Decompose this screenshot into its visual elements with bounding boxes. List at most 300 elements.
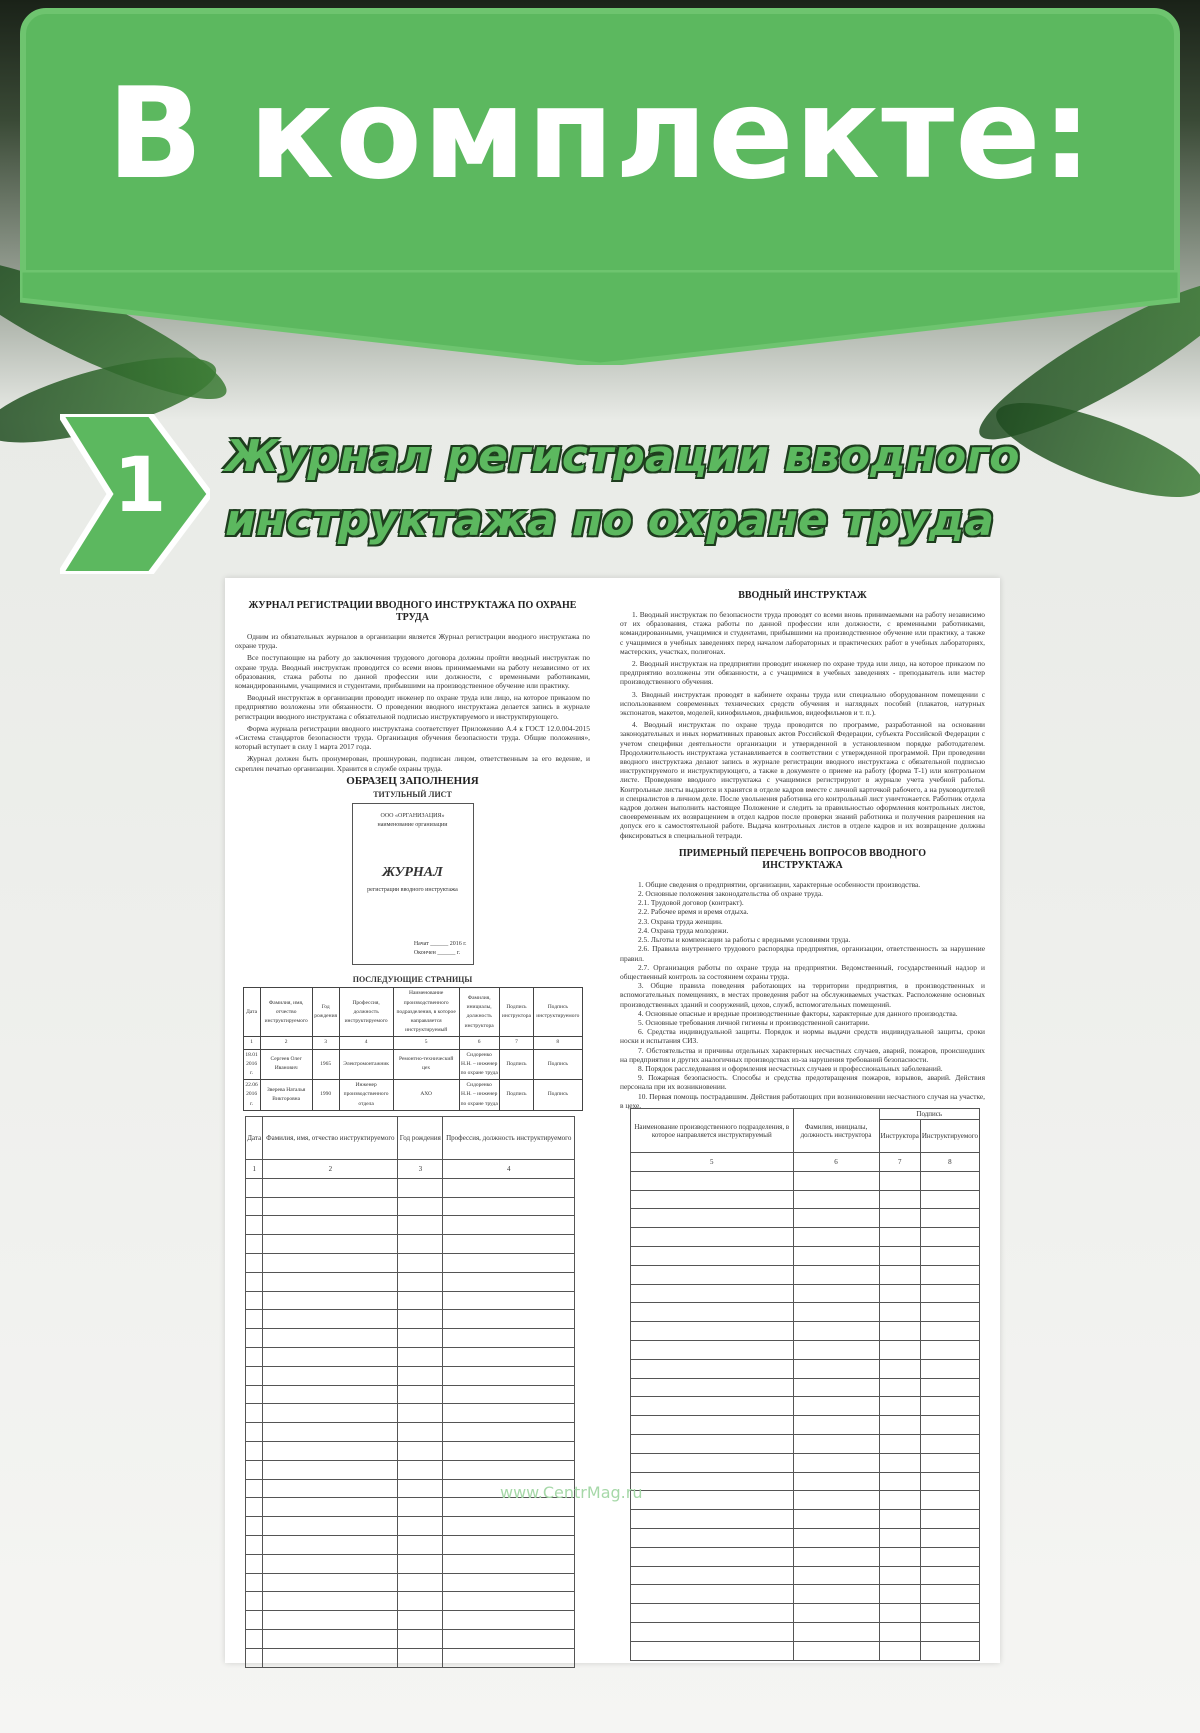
log-cell	[246, 1272, 263, 1291]
log-cell	[398, 1460, 443, 1479]
log-cell	[443, 1385, 575, 1404]
sample-table	[243, 987, 583, 1110]
log-cell	[398, 1404, 443, 1423]
left-paragraph: Все поступающие на работу до заключения трудового договора должны пройти вводный инструктаж по охране труда. Вводный инструктаж проводится со всеми вновь принимаемыми на работу независимо от их образования, стажа работы по данной профессии или должности, с временными работниками, командированными, учащимися и студентами, прибывшими на производственное обучение или практику.	[235, 653, 590, 691]
log-cell	[793, 1340, 879, 1359]
question-item: 2.1. Трудовой договор (контракт).	[638, 898, 744, 908]
log-cell	[631, 1378, 794, 1397]
log-cell	[443, 1178, 575, 1197]
log-cell	[920, 1510, 979, 1529]
banner-arrow-tip	[20, 270, 1180, 365]
log-cell	[879, 1190, 920, 1209]
log-row	[631, 1510, 980, 1529]
title-page-org-name: ООО «ОРГАНИЗАЦИЯ»	[380, 813, 445, 820]
log-cell	[263, 1479, 398, 1498]
log-row	[631, 1284, 980, 1303]
log-cell	[879, 1209, 920, 1228]
question-item: 2.6. Правила внутреннего трудового распорядка предприятия, организации, ответственность за нарушение правил.	[620, 944, 985, 963]
log-row	[631, 1303, 980, 1322]
log-row	[246, 1310, 575, 1329]
sample-cell: Подпись	[534, 1049, 582, 1080]
log-cell	[443, 1347, 575, 1366]
log-cell	[879, 1622, 920, 1641]
item-title	[225, 425, 1145, 553]
log-cell	[263, 1291, 398, 1310]
log-cell	[920, 1528, 979, 1547]
log-cell	[793, 1171, 879, 1190]
log-cell	[793, 1190, 879, 1209]
log-right-subheader: Инструктируемого	[920, 1120, 979, 1153]
sample-cell: АХО	[393, 1080, 459, 1111]
log-table-left	[245, 1116, 575, 1668]
log-cell	[793, 1416, 879, 1435]
log-cell	[443, 1291, 575, 1310]
log-row	[631, 1416, 980, 1435]
log-cell	[246, 1291, 263, 1310]
log-left-header: Год рождения	[398, 1117, 443, 1160]
log-cell	[631, 1303, 794, 1322]
sample-header-cell: Наименование производственного подразделения, в которое направляется инструктируемый	[393, 988, 459, 1037]
title-page-dates	[414, 940, 467, 958]
log-cell	[793, 1246, 879, 1265]
log-row	[631, 1246, 980, 1265]
title-page-org	[353, 812, 473, 830]
log-cell	[246, 1253, 263, 1272]
log-cell	[879, 1397, 920, 1416]
log-row	[246, 1460, 575, 1479]
log-cell	[793, 1528, 879, 1547]
log-cell	[920, 1378, 979, 1397]
log-row	[631, 1397, 980, 1416]
sample-number-cell: 7	[499, 1037, 533, 1049]
log-row	[631, 1453, 980, 1472]
log-cell	[398, 1423, 443, 1442]
log-cell	[263, 1592, 398, 1611]
log-cell	[443, 1592, 575, 1611]
questions-list	[620, 880, 985, 1110]
log-cell	[443, 1235, 575, 1254]
log-cell	[398, 1441, 443, 1460]
log-cell	[263, 1629, 398, 1648]
log-cell	[879, 1171, 920, 1190]
log-cell	[246, 1535, 263, 1554]
log-left-number: 4	[443, 1160, 575, 1179]
log-cell	[920, 1359, 979, 1378]
sample-header-cell: Год рождения	[312, 988, 339, 1037]
log-row	[246, 1347, 575, 1366]
log-cell	[246, 1554, 263, 1573]
log-row	[246, 1592, 575, 1611]
log-cell	[920, 1397, 979, 1416]
log-cell	[246, 1629, 263, 1648]
sample-row	[243, 1049, 582, 1080]
log-left-number-row	[246, 1160, 575, 1179]
log-cell	[631, 1340, 794, 1359]
log-right-header-row	[631, 1109, 980, 1120]
left-paragraph: Журнал должен быть пронумерован, прошнурован, подписан лицом, ответственным за его ведение, и скреплен печатью организации. Хранится в службе охраны труда.	[235, 754, 590, 773]
question-item: 10. Первая помощь пострадавшим. Действия работающих при возникновении несчастного случая на участке, в цехе.	[620, 1091, 985, 1110]
log-cell	[920, 1322, 979, 1341]
question-item: 7. Обстоятельства и причины отдельных характерных несчастных случаев, аварий, пожаров, происшедших на предприятии и других аналогичных производствах из-за нарушения требований безопасности.	[620, 1045, 985, 1064]
log-row	[631, 1209, 980, 1228]
log-cell	[631, 1510, 794, 1529]
log-cell	[879, 1491, 920, 1510]
log-cell	[443, 1460, 575, 1479]
log-row	[631, 1378, 980, 1397]
title-page-sample	[352, 803, 474, 965]
log-cell	[793, 1359, 879, 1378]
log-cell	[246, 1235, 263, 1254]
log-row	[631, 1528, 980, 1547]
log-cell	[443, 1404, 575, 1423]
sample-header-cell: Фамилия, инициалы, должность инструктора	[459, 988, 499, 1037]
log-right-header: Фамилия, инициалы, должность инструктора	[793, 1109, 879, 1153]
log-cell	[920, 1604, 979, 1623]
log-row	[246, 1611, 575, 1630]
log-cell	[398, 1629, 443, 1648]
log-cell	[263, 1611, 398, 1630]
log-cell	[793, 1585, 879, 1604]
log-cell	[398, 1592, 443, 1611]
log-cell	[631, 1190, 794, 1209]
item-title-line-2: инструктажа по охране труда	[225, 495, 995, 546]
left-paragraph: Вводный инструктаж в организации проводит инженер по охране труда или лицо, на которое приказом по предприятию возложены эти обязанности. О проведении вводного инструктажа делается запись в журнале регистрации вводного инструктажа с обязательной подписью инструктируемого и инструктирующего.	[235, 693, 590, 721]
question-item: 4. Основные опасные и вредные производственные факторы, характерные для данного производства.	[638, 1008, 958, 1018]
questions-heading: ПРИМЕРНЫЙ ПЕРЕЧЕНЬ ВОПРОСОВ ВВОДНОГО ИНСТРУКТАЖА	[678, 847, 927, 871]
log-cell	[263, 1648, 398, 1667]
log-cell	[920, 1547, 979, 1566]
log-cell	[263, 1573, 398, 1592]
log-cell	[246, 1498, 263, 1517]
log-row	[631, 1641, 980, 1660]
title-page-journal-sub: регистрации вводного инструктажа	[367, 887, 458, 894]
log-cell	[879, 1322, 920, 1341]
log-cell	[631, 1284, 794, 1303]
log-cell	[263, 1310, 398, 1329]
log-cell	[920, 1453, 979, 1472]
log-row	[246, 1629, 575, 1648]
log-cell	[920, 1246, 979, 1265]
log-cell	[920, 1284, 979, 1303]
log-row	[246, 1272, 575, 1291]
log-row	[246, 1554, 575, 1573]
sample-cell: Инженер производственного отдела	[339, 1080, 393, 1111]
log-cell	[443, 1573, 575, 1592]
log-cell	[246, 1648, 263, 1667]
log-cell	[443, 1554, 575, 1573]
log-cell	[443, 1535, 575, 1554]
question-item: 2.4. Охрана труда молодежи.	[638, 925, 729, 935]
log-cell	[443, 1423, 575, 1442]
question-item: 2.7. Организация работы по охране труда на предприятии. Ведомственный, государственный надзор и общественный контроль за состоянием охраны труда.	[620, 962, 985, 981]
log-cell	[793, 1604, 879, 1623]
log-row	[631, 1359, 980, 1378]
log-cell	[246, 1423, 263, 1442]
log-row	[246, 1366, 575, 1385]
log-cell	[793, 1434, 879, 1453]
right-paragraph: 1. Вводный инструктаж по безопасности труда проводят со всеми вновь принимаемыми на работу независимо от их образования, стажа работы по данной профессии или должности, с временными работниками, командированными, учащимися и студентами, прибывшими на производственное обучение или практику, а также с учащимися в учебных заведениях перед началом лабораторных и практических работ в учебных лабораториях, мастерских, участках, полигонах.	[620, 610, 985, 656]
log-cell	[793, 1322, 879, 1341]
log-cell	[443, 1366, 575, 1385]
log-cell	[920, 1228, 979, 1247]
title-page-started: Начат ______ 2016 г.	[413, 940, 467, 947]
log-cell	[793, 1303, 879, 1322]
log-cell	[793, 1397, 879, 1416]
log-cell	[920, 1472, 979, 1491]
log-row	[631, 1228, 980, 1247]
item-number: 1	[113, 440, 167, 529]
log-cell	[398, 1366, 443, 1385]
log-cell	[793, 1566, 879, 1585]
log-cell	[263, 1498, 398, 1517]
log-cell	[631, 1453, 794, 1472]
log-left-header: Фамилия, имя, отчество инструктируемого	[263, 1117, 398, 1160]
question-item: 8. Порядок расследования и оформления несчастных случаев и профессиональных заболеваний.	[638, 1063, 943, 1073]
sample-cell: 22.06 2016 г.	[243, 1080, 260, 1111]
log-cell	[631, 1585, 794, 1604]
log-row	[246, 1216, 575, 1235]
log-left-number: 1	[246, 1160, 263, 1179]
log-cell	[398, 1291, 443, 1310]
left-paragraph: Одним из обязательных журналов в организации является Журнал регистрации вводного инструктажа по охране труда.	[235, 632, 590, 651]
log-right-number: 8	[920, 1153, 979, 1172]
log-cell	[631, 1209, 794, 1228]
question-item: 6. Средства индивидуальной защиты. Порядок и нормы выдачи средств индивидуальной защиты, сроки носки и испытания СИЗ.	[620, 1027, 985, 1046]
sample-cell: Сергеев Олег Иванович	[260, 1049, 312, 1080]
sample-cell: Сидоренко Н.Н. – инженер по охране труда	[459, 1080, 499, 1111]
log-row	[631, 1472, 980, 1491]
headline: В комплекте:	[106, 60, 1094, 207]
log-cell	[793, 1284, 879, 1303]
log-cell	[263, 1253, 398, 1272]
log-cell	[263, 1554, 398, 1573]
log-left-number: 3	[398, 1160, 443, 1179]
log-cell	[263, 1347, 398, 1366]
sample-cell: Подпись	[499, 1049, 533, 1080]
log-cell	[879, 1303, 920, 1322]
question-item: 9. Пожарная безопасность. Способы и средства предотвращения пожаров, взрывов, аварий. Действия персонала при их возникновении.	[620, 1073, 985, 1092]
log-row	[631, 1434, 980, 1453]
log-row	[246, 1648, 575, 1667]
log-cell	[246, 1517, 263, 1536]
log-row	[631, 1340, 980, 1359]
left-paragraph: Форма журнала регистрации вводного инструктажа соответствует Приложению А.4 к ГОСТ 12.0.004-2015 «Система стандартов безопасности труда. Организация обучения безопасности труда. Общие положения», который вступает в силу 1 марта 2017 года.	[235, 723, 590, 752]
log-cell	[263, 1272, 398, 1291]
left-page	[235, 600, 590, 1111]
sample-number-cell: 6	[459, 1037, 499, 1049]
log-cell	[631, 1265, 794, 1284]
log-cell	[793, 1472, 879, 1491]
question-item: 1. Общие сведения о предприятии, организации, характерные особенности производства.	[638, 879, 921, 889]
log-row	[246, 1329, 575, 1348]
log-row	[631, 1322, 980, 1341]
sample-header-row	[243, 988, 582, 1037]
sample-header-cell: Профессия, должность инструктируемого	[339, 988, 393, 1037]
right-page	[620, 590, 985, 1110]
log-row	[631, 1566, 980, 1585]
log-cell	[631, 1246, 794, 1265]
log-cell	[246, 1366, 263, 1385]
log-cell	[443, 1272, 575, 1291]
log-row	[631, 1491, 980, 1510]
log-cell	[398, 1272, 443, 1291]
log-cell	[879, 1604, 920, 1623]
log-cell	[879, 1510, 920, 1529]
log-row	[246, 1535, 575, 1554]
log-cell	[879, 1416, 920, 1435]
log-cell	[920, 1641, 979, 1660]
log-cell	[879, 1528, 920, 1547]
sample-number-cell: 1	[243, 1037, 260, 1049]
log-cell	[246, 1611, 263, 1630]
log-row	[631, 1622, 980, 1641]
log-cell	[443, 1611, 575, 1630]
log-cell	[920, 1265, 979, 1284]
log-cell	[246, 1479, 263, 1498]
right-paragraph: 2. Вводный инструктаж на предприятии проводит инженер по охране труда или лицо, на которое приказом по предприятию возложены эти обязанности, а с учащимися в учебных заведениях - преподаватель или мастер производственного обучения.	[620, 659, 985, 687]
question-item: 2.5. Льготы и компенсации за работы с вредными условиями труда.	[638, 935, 851, 945]
log-cell	[920, 1622, 979, 1641]
log-cell	[631, 1322, 794, 1341]
log-cell	[246, 1573, 263, 1592]
sample-header-cell: Подпись инструктируемого	[534, 988, 582, 1037]
log-right-number-row	[631, 1153, 980, 1172]
log-cell	[920, 1416, 979, 1435]
log-row	[631, 1585, 980, 1604]
log-cell	[793, 1641, 879, 1660]
log-cell	[879, 1359, 920, 1378]
right-paragraph: 4. Вводный инструктаж по охране труда проводится по программе, разработанной на основании законодательных и иных нормативных правовых актов Российской Федерации, субъекта Российской Федерации с учетом специфики деятельности организации и утвержденной в установленном порядке работодателем. Продолжительность инструктажа устанавливается в соответствии с утвержденной программой. При проведении вводного инструктажа делают запись в журнале регистрации вводного инструктажа с обязательной подписью инструктируемого и инструктирующего, а также в документе о приеме на работу (форма Т-1) или контрольном листе. Проведение вводного инструктажа с учащимися регистрируют в журнале учета учебной работы. Контрольные листы выдаются и хранятся в отделе кадров вместе с личной карточкой рабочего, а на руководителей и специалистов в личном деле. После увольнения работника его контрольный лист уничтожается. Работник отдела кадров должен выполнить настоящее Положение и следить за правильностью оформления контрольных листов, своевременным их возвращением в отдел кадров после проверки знаний работника и получения разрешения на допуск его к самостоятельной работе. Выдача контрольных листов в отделе кадров и их возвращение должны фиксироваться в специальной тетради.	[620, 720, 985, 840]
log-cell	[920, 1209, 979, 1228]
log-cell	[443, 1197, 575, 1216]
log-cell	[246, 1460, 263, 1479]
log-left-header: Дата	[246, 1117, 263, 1160]
log-cell	[263, 1460, 398, 1479]
next-pages-heading: ПОСЛЕДУЮЩИЕ СТРАНИЦЫ	[352, 975, 473, 985]
log-cell	[793, 1622, 879, 1641]
log-cell	[879, 1472, 920, 1491]
log-cell	[398, 1216, 443, 1235]
log-cell	[631, 1359, 794, 1378]
log-cell	[879, 1547, 920, 1566]
log-cell	[920, 1171, 979, 1190]
log-cell	[398, 1535, 443, 1554]
sample-number-cell: 8	[534, 1037, 582, 1049]
log-cell	[398, 1329, 443, 1348]
sample-header-cell: Дата	[243, 988, 260, 1037]
left-page-text	[235, 632, 590, 773]
log-cell	[879, 1641, 920, 1660]
log-cell	[793, 1228, 879, 1247]
left-page-title: ЖУРНАЛ РЕГИСТРАЦИИ ВВОДНОГО ИНСТРУКТАЖА ПО ОХРАНЕ ТРУДА	[248, 600, 577, 623]
log-cell	[631, 1434, 794, 1453]
question-item: 2.3. Охрана труда женщин.	[638, 916, 723, 926]
log-cell	[398, 1197, 443, 1216]
log-cell	[793, 1510, 879, 1529]
log-cell	[246, 1178, 263, 1197]
log-cell	[263, 1197, 398, 1216]
log-cell	[263, 1517, 398, 1536]
log-cell	[631, 1528, 794, 1547]
log-row	[246, 1441, 575, 1460]
log-cell	[443, 1629, 575, 1648]
sample-cell: Зверева Наталья Викторовна	[260, 1080, 312, 1111]
title-page-org-caption: наименование организации	[377, 822, 448, 829]
log-cell	[263, 1366, 398, 1385]
log-row	[246, 1517, 575, 1536]
log-cell	[793, 1491, 879, 1510]
log-cell	[793, 1209, 879, 1228]
log-cell	[879, 1566, 920, 1585]
log-cell	[246, 1592, 263, 1611]
question-item: 2.2. Рабочее время и время отдыха.	[638, 907, 749, 917]
log-cell	[246, 1310, 263, 1329]
title-page-finished: Окончен ______ г.	[413, 950, 461, 957]
log-cell	[398, 1235, 443, 1254]
log-cell	[793, 1265, 879, 1284]
log-cell	[920, 1303, 979, 1322]
log-cell	[263, 1385, 398, 1404]
log-row	[246, 1423, 575, 1442]
log-row	[631, 1171, 980, 1190]
log-cell	[246, 1197, 263, 1216]
log-cell	[443, 1648, 575, 1667]
log-cell	[631, 1547, 794, 1566]
log-cell	[263, 1329, 398, 1348]
watermark: www.CentrMag.ru	[500, 1483, 643, 1502]
log-cell	[398, 1611, 443, 1630]
log-cell	[879, 1284, 920, 1303]
sample-number-row	[243, 1037, 582, 1049]
log-cell	[246, 1216, 263, 1235]
sample-number-cell: 4	[339, 1037, 393, 1049]
log-right-subheader: Инструктора	[879, 1120, 920, 1153]
log-cell	[631, 1228, 794, 1247]
question-item: 3. Общие правила поведения работающих на территории предприятия, в производственных и вспомогательных помещениях, в местах проведения работ на обслуживаемых участках. Расположение основных производственных зданий и сооружений, цехов, служб, вспомогательных помещений.	[620, 981, 985, 1009]
log-cell	[631, 1397, 794, 1416]
log-cell	[443, 1216, 575, 1235]
log-cell	[263, 1535, 398, 1554]
log-cell	[246, 1441, 263, 1460]
sample-row	[243, 1080, 582, 1111]
log-row	[631, 1547, 980, 1566]
log-row	[246, 1235, 575, 1254]
log-cell	[631, 1171, 794, 1190]
log-cell	[879, 1434, 920, 1453]
log-cell	[631, 1622, 794, 1641]
log-cell	[398, 1479, 443, 1498]
log-cell	[263, 1441, 398, 1460]
log-cell	[398, 1554, 443, 1573]
log-cell	[398, 1648, 443, 1667]
question-item: 2. Основные положения законодательства об охране труда.	[638, 889, 823, 899]
sample-number-cell: 5	[393, 1037, 459, 1049]
log-cell	[631, 1641, 794, 1660]
log-cell	[631, 1416, 794, 1435]
log-row	[246, 1178, 575, 1197]
log-cell	[398, 1573, 443, 1592]
log-cell	[793, 1547, 879, 1566]
log-row	[246, 1253, 575, 1272]
log-cell	[631, 1472, 794, 1491]
log-cell	[879, 1265, 920, 1284]
log-right-number: 7	[879, 1153, 920, 1172]
sample-number-cell: 2	[260, 1037, 312, 1049]
log-row	[246, 1291, 575, 1310]
log-row	[631, 1265, 980, 1284]
log-row	[246, 1573, 575, 1592]
log-cell	[443, 1517, 575, 1536]
